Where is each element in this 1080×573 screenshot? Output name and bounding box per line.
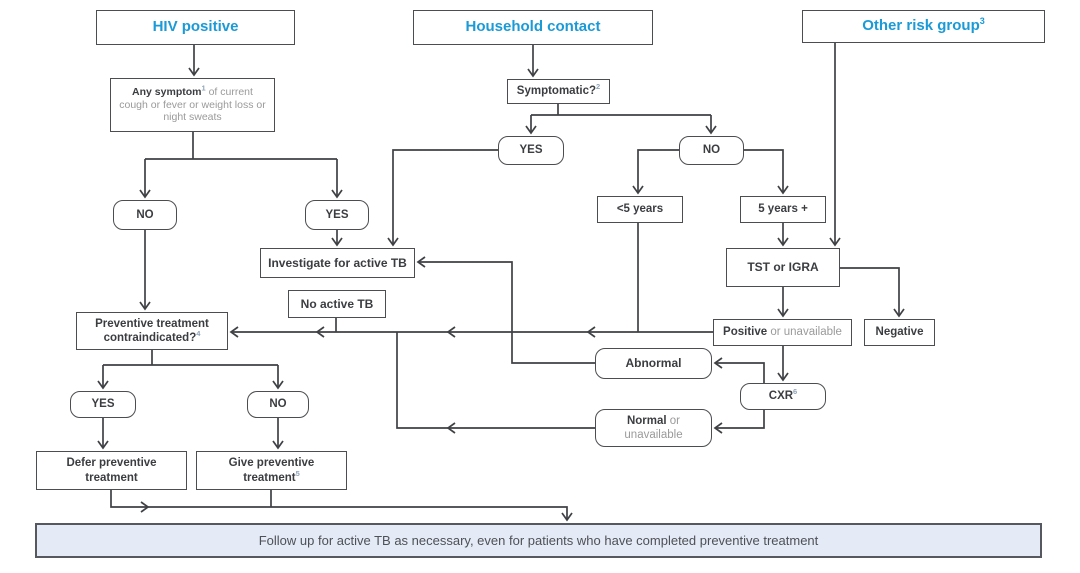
node-cxr-abnormal [595, 348, 712, 379]
connector [744, 150, 783, 193]
node-tst-or-igra [726, 248, 840, 287]
connector [111, 490, 567, 520]
footnote-4: 4 [196, 329, 201, 339]
node-investigate-active-tb [260, 248, 415, 278]
connector [393, 150, 498, 245]
node-household-yes-label: YES [519, 144, 543, 157]
node-5-years-plus [740, 196, 826, 223]
header-other-risk-group [802, 10, 1045, 43]
node-5-years-plus-label: 5 years + [758, 203, 808, 216]
footnote-1: 1 [201, 83, 206, 93]
node-household-yes [498, 136, 564, 165]
connector [715, 409, 764, 428]
footnote-3: 3 [979, 16, 985, 27]
node-tst-negative [864, 319, 935, 346]
header-household-contact [413, 10, 653, 45]
node-symptomatic [507, 79, 610, 104]
node-any-symptom [110, 78, 275, 132]
node-defer-preventive-treatment [36, 451, 187, 490]
node-contraindicated-no-label: NO [269, 398, 287, 411]
node-household-no-label: NO [702, 144, 721, 157]
follow-up-banner-text: Follow up for active TB as necessary, even for patients who have completed preventive treatment [258, 533, 819, 548]
node-negative-label: Negative [875, 326, 924, 339]
node-no-active-tb-label: No active TB [300, 296, 374, 311]
node-contraindicated-yes-label: YES [91, 398, 115, 411]
connector [145, 132, 337, 197]
node-under-5-years [597, 196, 683, 223]
node-any-symptom-label: Any symptom$^1$ of current cough or fever or weight loss or night sweats [119, 83, 266, 124]
node-cxr-label: CXR$^6$ [768, 387, 798, 403]
node-hiv-no-label: NO [136, 208, 154, 221]
node-cxr [740, 383, 826, 410]
node-give-label: Give preventive treatment$^5$ [228, 457, 315, 484]
node-contraindicated-no [247, 391, 309, 418]
connector [531, 103, 711, 133]
footnote-6: 6 [793, 387, 798, 397]
connector [103, 350, 278, 388]
connector [715, 363, 764, 383]
node-household-no [679, 136, 744, 165]
header-hiv-positive-label: HIV positive [152, 18, 239, 36]
node-cxr-normal-or-unavailable [595, 409, 712, 447]
footnote-2: 2 [596, 82, 601, 92]
node-contraindicated-yes [70, 391, 136, 418]
node-hiv-yes-label: YES [325, 208, 349, 221]
follow-up-banner [35, 523, 1042, 558]
node-under-5-years-label: <5 years [616, 203, 664, 216]
node-positive-label: Positive or unavailable [723, 326, 842, 339]
node-tst-positive-or-unavailable [713, 319, 852, 346]
header-hiv-positive [96, 10, 295, 45]
node-tst-or-igra-label: TST or IGRA [747, 260, 819, 275]
node-symptomatic-label: Symptomatic?$^2$ [516, 82, 601, 98]
node-hiv-no [113, 200, 177, 230]
node-no-active-tb [288, 290, 386, 318]
footnote-5: 5 [295, 468, 300, 478]
connector [418, 262, 595, 363]
node-investigate-active-tb-label: Investigate for active TB [268, 255, 407, 270]
header-household-contact-label: Household contact [465, 18, 601, 36]
node-defer-label: Defer preventive treatment [66, 457, 157, 484]
connector [397, 332, 595, 428]
connector [638, 150, 679, 193]
node-hiv-yes [305, 200, 369, 230]
node-preventive-treatment-contraindicated [76, 312, 228, 350]
node-contraindicated-label: Preventive treatment contraindicated?$^4$ [95, 317, 209, 344]
node-abnormal-label: Abnormal [625, 356, 682, 371]
node-normal-label: Normal or unavailable [624, 414, 683, 441]
node-give-preventive-treatment [196, 451, 347, 490]
connector [840, 268, 899, 316]
header-other-risk-group-label: Other risk group$^3$ [862, 16, 985, 35]
